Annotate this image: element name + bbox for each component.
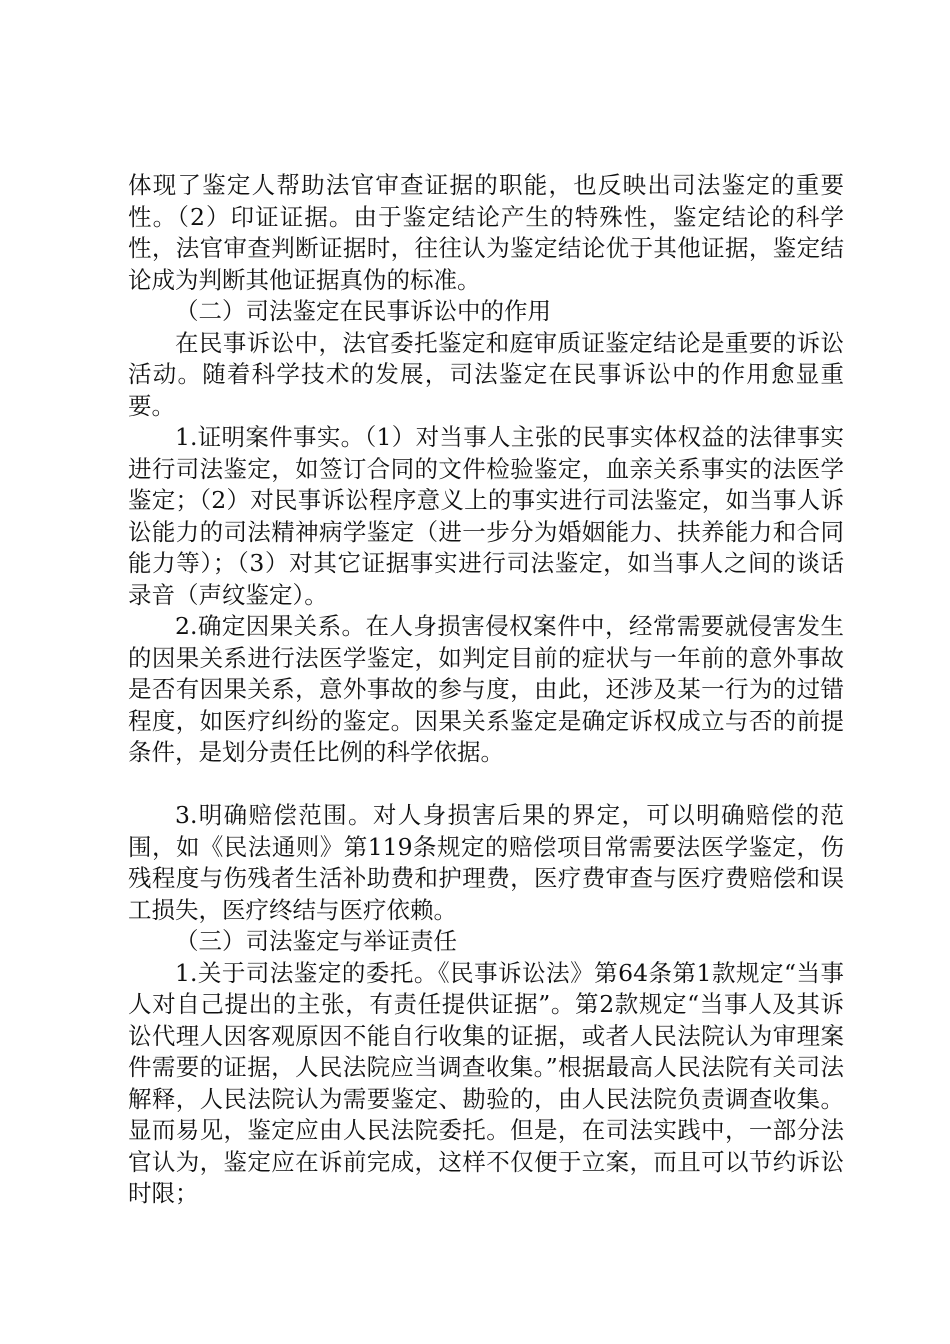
section-heading-2: （二）司法鉴定在民事诉讼中的作用 [175,297,551,325]
paragraph-item-1: 1.证明案件事实。（1）对当事人主张的民事实体权益的法律事实进行司法鉴定，如签订合同的文件检验鉴定，血亲关系事实的法医学鉴定；（2）对民事诉讼程序意义上的事实进行司法鉴定，如当事人诉讼能力的司法精神病学鉴定（进一步分为婚姻能力、扶养能力和合同能力等）；（3）对其它证据事实进行司法鉴定，如当事人之间的谈话录音（声纹鉴定）。 [128,423,844,609]
paragraph-entrustment: 1.关于司法鉴定的委托。《民事诉讼法》第64条第1款规定“当事人对自己提出的主张，有责任提供证据”。第2款规定“当事人及其诉讼代理人因客观原因不能自行收集的证据，或者人民法院认为审理案件需要的证据，人民法院应当调查收集。”根据最高人民法院有关司法解释，人民法院认为需要鉴定、勘验的，由人民法院负责调查收集。显而易见，鉴定应由人民法院委托。但是，在司法实践中，一部分法官认为，鉴定应在诉前完成，这样不仅便于立案，而且可以节约诉讼时限； [128,958,844,1207]
paragraph-civil-litigation: 在民事诉讼中，法官委托鉴定和庭审质证鉴定结论是重要的诉讼活动。随着科学技术的发展，司法鉴定在民事诉讼中的作用愈显重要。 [128,328,844,420]
paragraph-item-3: 3.明确赔偿范围。对人身损害后果的界定，可以明确赔偿的范围，如《民法通则》第119条规定的赔偿项目常需要法医学鉴定，伤残程度与伤残者生活补助费和护理费，医疗费审查与医疗费赔偿和误工损失，医疗终结与医疗依赖。 [128,801,844,924]
paragraph-continuation: 体现了鉴定人帮助法官审查证据的职能，也反映出司法鉴定的重要性。（2）印证证据。由于鉴定结论产生的特殊性，鉴定结论的科学性，法官审查判断证据时，往往认为鉴定结论优于其他证据，鉴定结论成为判断其他证据真伪的标准。 [128,171,844,294]
document-body [128,170,844,1210]
paragraph-item-2: 2.确定因果关系。在人身损害侵权案件中，经常需要就侵害发生的因果关系进行法医学鉴定，如判定目前的症状与一年前的意外事故是否有因果关系，意外事故的参与度，由此，还涉及某一行为的过错程度，如医疗纠纷的鉴定。因果关系鉴定是确定诉权成立与否的前提条件，是划分责任比例的科学依据。 [128,612,844,766]
section-heading-3: （三）司法鉴定与举证责任 [175,927,457,955]
